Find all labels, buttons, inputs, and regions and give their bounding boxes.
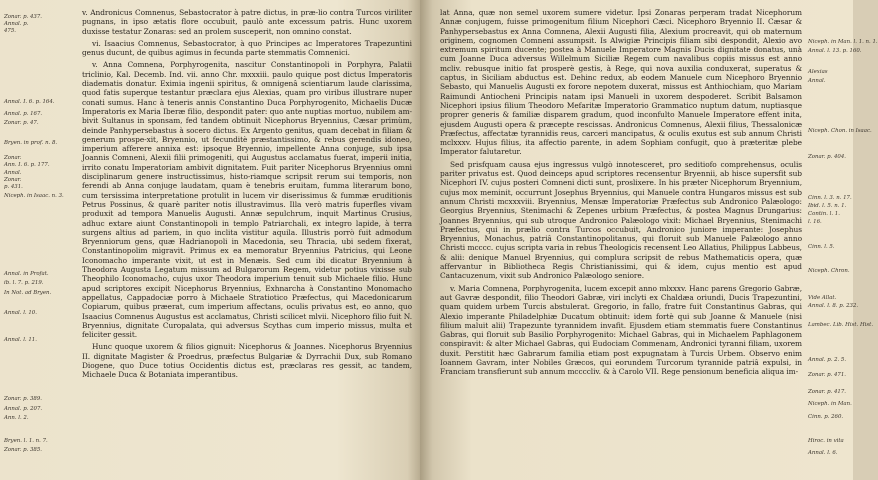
paragraph-andronicus: v. Andronicus Comnenus, Sebastocrator à patre dictus, in præ-lio contra Turcos viriliter pugnans, in ipso ætatis flore occubuit, paulò ante excessum patris. Hunc uxorem duxisse testatur Zonaras: sed an prolem susceperit, non omnino constat. <box>82 8 412 36</box>
margin-note: p. 431. <box>4 184 23 190</box>
margin-note: Cinn. p. 260. <box>808 414 844 420</box>
margin-note: Niceph. Chron. <box>808 268 850 274</box>
margin-note: Zonar. p. 417. <box>808 389 846 395</box>
margin-note: Ibid. l. 5. n. 1. <box>808 203 847 209</box>
margin-note: Lambec. Lib. Hist. Hist. <box>808 322 874 328</box>
margin-note: Zonar. p. 389. <box>4 396 42 402</box>
margin-note: Ann. I. 6. p. 177. <box>4 162 50 168</box>
left-page <box>0 0 420 480</box>
margin-note: Niceph. in Man. <box>808 401 852 407</box>
margin-note: Zonar. <box>4 177 22 183</box>
margin-note: Contin. l. 1. <box>808 211 840 217</box>
margin-note: Ann. l. 2. <box>4 415 29 421</box>
margin-note: Annal. p. 2. 5. <box>808 357 847 363</box>
paragraph-bryennii-family: Sed prisfquam causa ejus ingressus vulgò innotesceret, pro seditiofo comprehensus, oculis pariter privatus est. Quod deinceps apud scriptores recensentur Bryennii, ab hisce supersfit sub Nicephori IV. cujus posteri Comneni dicti sunt, proslixere. In his præter Nicephorum Bryennium, cujus mox meminit, occurrunt Josephus Bryennius, qui Manuele contra Hungaros missus est sub annum Christi mcxxxviii. Bryennius, Mensæ Imperatoriæ Præfectus sub Andronico Palæologo: Georgius Bryennius, Stenimachi & Zepenes urbium Præfectus, & postea Magnus Drungarius: Joannes Bryennius, qui sub utroque Andronico Palæologo vixit: Michael Bryennius, Stenimachi Præfectus, qui in prælio contra Turcos occubuit, Andronico juniore imperante: Josephus Bryennius, Monachus, patriâ Constantinopolitanus, qui floruit sub Manuele Palæologo anno Christi mcccc. cujus scripta varia in rebus Theologicis recensent Leo Allatius, Philippus Labbeus, & alii: denique Manuel Bryennius, qui complura scripsit de rebus Mathematicis opera, quæ affervantur in Bibliotheca Regis Christianissimi, qui & idem, cujus mentio est apud Cantacuzenum, vixit sub Andronico Palæologo seniore. <box>440 159 802 281</box>
margin-note: l. 16. <box>808 219 822 225</box>
margin-note: Niceph. in Isaac. n. 3. <box>4 193 64 199</box>
margin-note: Zonar. p. 404. <box>808 154 846 160</box>
margin-note: Zonar. p. 471. <box>808 372 846 378</box>
margin-note: Cinn. l. 3. n. 17. <box>808 195 852 201</box>
right-page <box>420 0 878 480</box>
margin-note: Cinn. l. 5. <box>808 244 835 250</box>
margin-note: Annal. in Profat. <box>4 271 49 277</box>
margin-note: Hiroc. in vita <box>808 438 844 444</box>
paragraph-bryennius: Hunc quoque uxorem & filios gignuit: Nicephorus & Joannes. Nicephorus Bryennius II. dignitate Magister & Proedrus, præfectus Bulgariæ & Dyrrachii Dux, sub Romano Diogene, quo Duce totius Occidentis dictus est, præclaras res gessit, ac tandem, Michaele Duca & Botaniata imperantibus. <box>82 342 412 380</box>
margin-note: Zonar. <box>4 155 22 161</box>
margin-note: Annal. l. 10. <box>4 310 37 316</box>
margin-note: Annal. <box>808 78 826 84</box>
right-main-text <box>440 8 802 380</box>
margin-note: Annal. l. 8. p. 232. <box>808 303 859 309</box>
margin-note: Zonar. p. 47. <box>4 120 39 126</box>
left-main-text <box>82 8 412 383</box>
margin-note: Annal. l. 13. p. 160. <box>808 48 862 54</box>
margin-note: Annal. p. 167. <box>4 111 43 117</box>
margin-note: Niceph. Chon. in Isaac. <box>808 128 872 134</box>
margin-note: Bryen. in prof. n. 8. <box>4 140 58 146</box>
margin-note: Annal. p. 207. <box>4 406 43 412</box>
margin-note: Annal. p. <box>4 21 29 27</box>
paragraph-anna: v. Anna Comnena, Porphyrogenita, nascitur Constantinopoli in Porphyra, Palatii triclinio, Kal. Decemb. Ind. vii. anno Chr. mxxxiii. paulo quique post dictus Imperatoris diadematis donatur. Eximia ingenii spiritus, & omnigenâ scientiarum laude clarissima, quod fatis superque testantur præclara ejus Alexias, quam pro viribus illustrare nuper conati sumus. Hanc à teneris annis Constantino Duca Porphyrogenito, Michaelis Ducæ Imperatoris ex Maria Iberæ filio, despondit pater: quo ante nuptias mortuo, nubilem am-bivit Sultanus in sponsam, fed tandem obtinuit Nicephorus Bryennius, Cæsar primùm, deinde Panhypersebastus à socero dictus. Ex Argento genitus, quam decebat in filiam & generum prospe-xit, Bryennio, ut fecunditè præstantissimo, & rebus gerendis idoneo, imperium afferere annixa est: ipsoque Bryennio, impellente Anna conjuge, sub ipsa Joannis Comneni, Alexii filii primogeniti, qui Augustus acclamatus fuerat, imperii initia, irrito conatu Imperatoriam ambivit dignitatem. Fuit pariter Nicephorus Bryennius omni disciplinarum genere instructissimus, histo-riamque scripsit rerum sui temporis, non ferendi ab Anna conjuge laudatam, quam è tenebris eruitam, fumma literarum bono, cum tersissima interpretatione protulit in lucem vir diserissimus & fummæ eruditionis Petrus Possinus, & quarè pariter notis illustravimus. Illa verò matris fuperfles vivam produxit ad tempora Manuelis Augusti. Annæ sepulchrum, inquit Martinus Crusius, adhuc extare aiunt Constantinopoli in templo Patriarchali, ex integro lapide, à terra surgens altius ad pariem, in quo inclita vistitur aquila. Illustris porrò fuit admodum Bryenniorum gens, quæ Hadrianopoli in Macedonia, seu Thracia, ubi sedem fixerat, Constantinopolim migravit. Primus ex ea memoratur Bryennius Patricius, qui Leone Iconomacho imperante vixit, ut est in Menæis. Sed cum ibi dicatur Bryennium à Theodora Augusta Legatum missum ad Bulgarorum Regem, videtur potius vixisse sub Theophilo Iconomacho, cujus uxor Theodora imperium tenuit sub Michaele filio. Hunc apud scriptores excipit Nicephorus Bryennius, Exhnarcha à Constantino Monomacho appellatus, Cappadociæ porro à Michaele Stratiotico Præfectus, qui Macedonicarum Copiarum, quibus præerat, cum imperium affectans, oculis privatus est, eo anno, quo Isaacius Comnenus Augustus est acclamatus, Christi scilicet mlvii. Nicephoro filio fuit N. Bryennius, dignitate Curopalata, qui adversus Scythas cum imperio missus, multa et feliciter gessit. <box>82 60 412 340</box>
margin-note: ib. l. 7. p. 219. <box>4 280 44 286</box>
margin-note: Alexias <box>808 69 828 75</box>
margin-note: 475. <box>4 28 17 34</box>
margin-note: Annal. <box>4 170 22 176</box>
margin-note: In Not. ad Bryen. <box>4 290 52 296</box>
paragraph-isaacius: vi. Isaacius Comnenus, Sebastocrator, à quo Principes ac Imperatores Trapezuntini genus ducunt, de quibus agimus in fecunda parte stemmatis Comnenici. <box>82 38 412 58</box>
paragraph-maria: v. Maria Comnena, Porphyrogenita, lucem excepit anno mlxxxv. Hanc parens Gregorio Gabræ, aut Gavræ despondit, filio Theodori Gabræ, viri inclyti ex Chaldæa oriundi, Ducis Trapezuntini, quam quidem urbem Turcis abstulerat. Gregorio, in fallo, fratre fuit Constantinus Gabras, qui Alexio imperante Philadelphiæ Ducatum obtinuit: idem fortè qui sub Joanne & Manuele (nisi filium maluit alii) Trapezunte tyrannidem invafit. Ejusdem etiam stemmatis fuere Constantinus Gabras, qui floruit sub Basilio Porphyrogenito: Michael Gabras, qui in Michaelem Paphlagonem conspiravit: & alter Michael Gabras, qui Eudociam Commenam, Andronici tyranni filiam, uxorem duxit. Perstitit hæc Gabrarum familia etiam post expugnatam à Turcis Urbem. Observo enim Ioannem Gavram, inter Nobiles Græcos, qui eorundem Turcorum tyrannide patriâ expulsi, in Franciam transfierunt sub annum mccccliv. & à Carolo VII. Rege pensionum beneficia aliqua im- <box>440 283 802 377</box>
margin-note: Niceph. in Man. l. 1. n. 1. <box>808 39 878 45</box>
margin-note: Bryen. l. 1. n. 7. <box>4 438 48 444</box>
margin-note: Annal. l. 6. <box>808 450 838 456</box>
margin-note: Vide Allat. <box>808 295 837 301</box>
margin-note: Annal. I. 6. p. 164. <box>4 99 55 105</box>
margin-note: Annal. l. 11. <box>4 337 37 343</box>
margin-note: Zonar. p. 385. <box>4 447 42 453</box>
margin-note: Zonar. p. 437. <box>4 14 42 20</box>
paragraph-anna-continued: lat Anna, quæ non semel uxorem sumere videtur. Ipsi Zonaras perperam tradat Nicephorum Annæ conjugem, fuisse primogenitum filium Nicephori Cæci. Nicephoro Bryennio II. Cæsar & Panhypersebastus ex Anna Comnena, Alexii Augusti filia, Alexium procreavit, qui ob maternum originem, cognomen Comneni assumpsit. Is Alwigiæ Principis filiam sibi despondit, Alexio avo extremum spiritum ducente; postea à Manuele Imperatore Magnis Ducis dignitate donatus, unà cum Joanne Duca adversus Willelmum Siciliæ Regem cum navalibus copiis missus est anno mcliv. rebusque initio fat prosperè gestis, à Rege, qui nova auxilia conduxerat, superatus & captus, in Siciliam abductus est. Dehinc redux, ab eodem Manuele cum Nicephoro Bryennio Sebasto, qui Manuelis Augusti ex forore nepotem duxerat, missus est Anthiochiam, quo Mariam Raimundi Antiocheni Principis natam ipsi Manueli in uxorem despoderet. Scribit Balsamon Nicephori ipsius filium Theodoro Mefaritæ Imperatorio Grammatico nuptum datum, nuptiasque proprer generis & familiæ disparem gradum, quod inconfulto Manuele Imperatore effent inita, ejusdem Augusti opera & præcepte rescissas. Andronicus Comnenus, Alexii filius, Thessalonicæ Præfectus, affectatæ tyrannidis reus, carceri mancipatus, & oculis exutus est sub annum Christi mclxxxv. Hujus filius, ita affectio parente, in adem Sophiam confugit, quo à præteritæ plebe Imperator falutaretur. <box>440 8 802 157</box>
